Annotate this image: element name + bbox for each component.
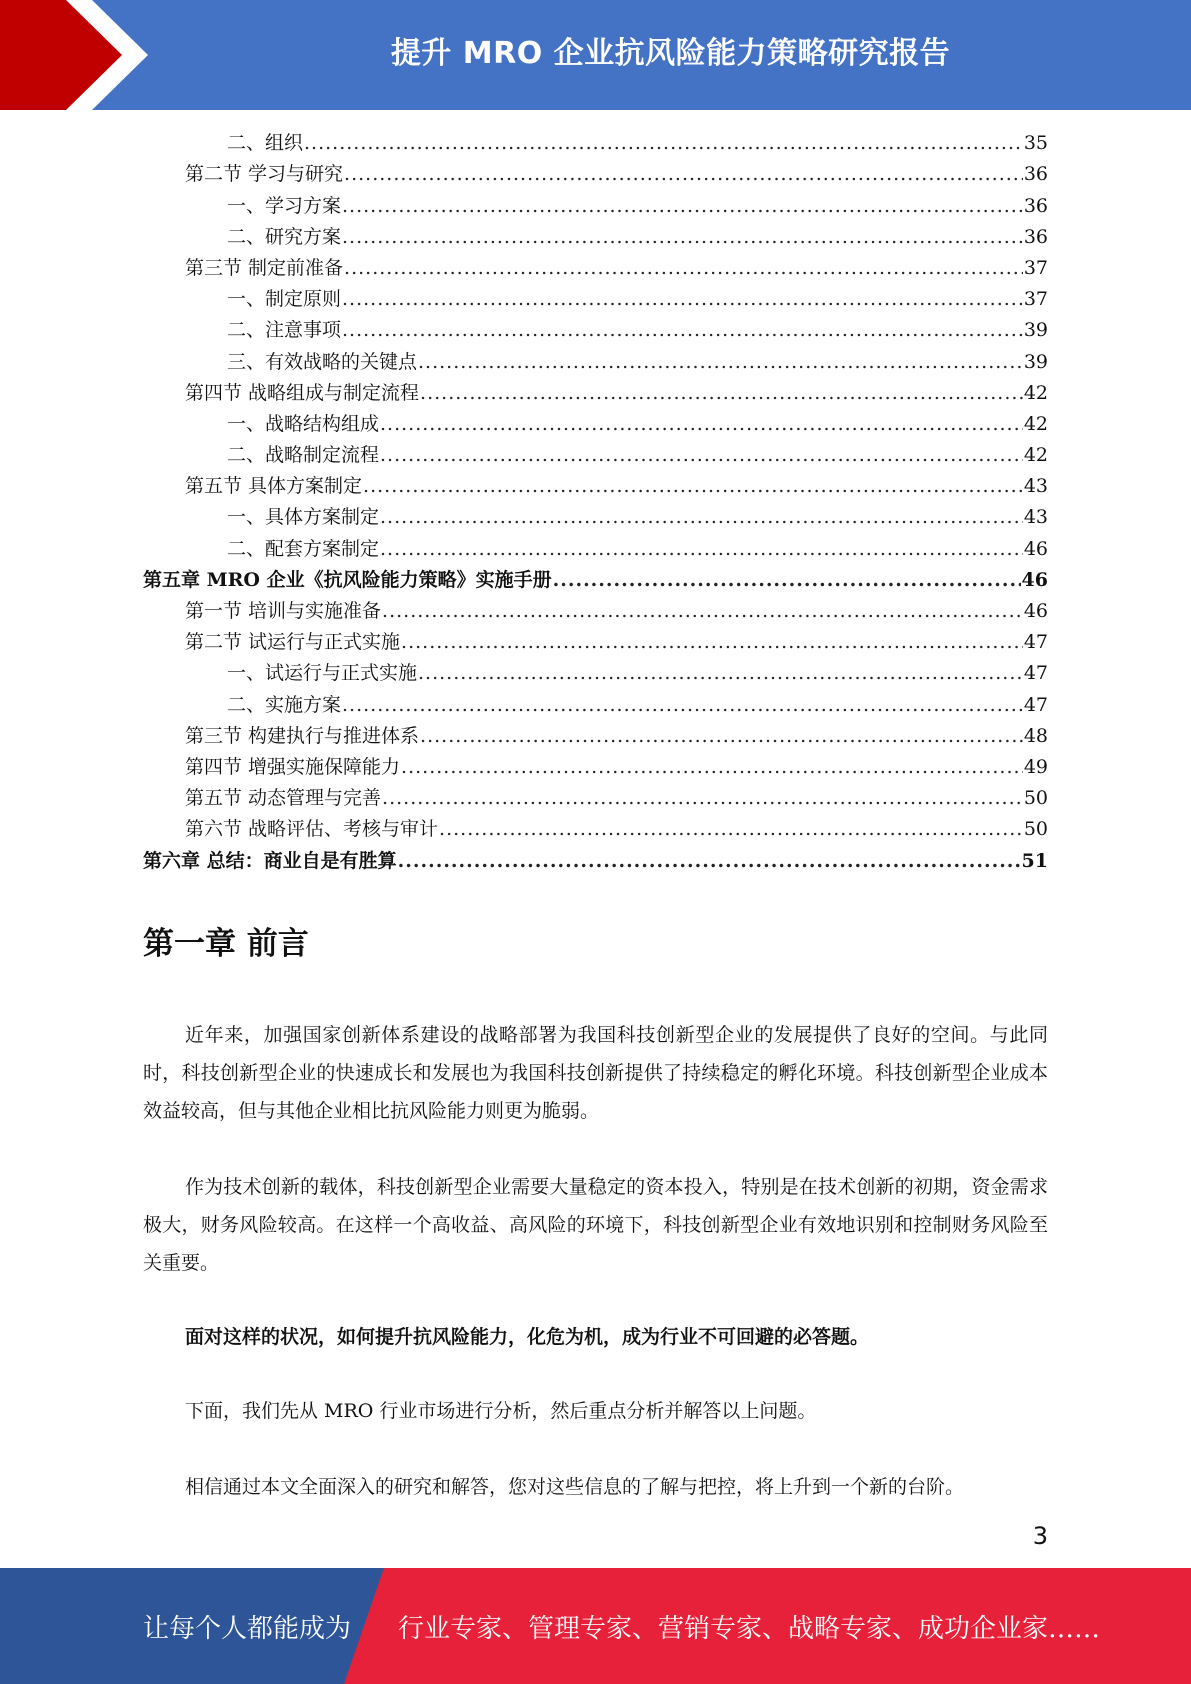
- toc-entry-page: 39: [1023, 319, 1048, 342]
- toc-entry-page: 47: [1023, 631, 1048, 654]
- toc-section-entry[interactable]: [143, 752, 1048, 783]
- toc-entry-label: 一、具体方案制定: [227, 506, 380, 529]
- page-number: 3: [1032, 1522, 1048, 1550]
- intro-paragraph-highlight: 面对这样的状况，如何提升抗风险能力，化危为机，成为行业不可回避的必答题。: [185, 1326, 870, 1348]
- toc-entry-label: 一、制定原则: [227, 288, 342, 311]
- intro-paragraph-1: 近年来，加强国家创新体系建设的战略部署为我国科技创新型企业的发展提供了良好的空间。与此同时，科技创新型企业的快速成长和发展也为我国科技创新提供了持续稳定的孵化环境。科技创新型企业成本效益较高，但与其他企业相比抗风险能力则更为脆弱。: [143, 1024, 1048, 1122]
- toc-subsection-entry[interactable]: [143, 190, 1048, 221]
- toc-entry-label: 二、战略制定流程: [227, 444, 380, 467]
- toc-entry-page: 48: [1023, 724, 1048, 747]
- toc-entry-page: 46: [1021, 568, 1048, 591]
- toc-dot-leader: [342, 191, 1023, 222]
- toc-dot-leader: [363, 471, 1023, 502]
- toc-section-entry[interactable]: [143, 471, 1048, 502]
- toc-section-entry[interactable]: [143, 596, 1048, 627]
- toc-dot-leader: [418, 658, 1023, 689]
- footer-slogan-left: 让每个人都能成为: [143, 1614, 352, 1644]
- toc-dot-leader: [342, 315, 1023, 346]
- toc-section-entry[interactable]: [143, 378, 1048, 409]
- toc-entry-page: 50: [1023, 787, 1048, 810]
- toc-entry-page: 43: [1023, 506, 1048, 529]
- toc-subsection-entry[interactable]: [143, 284, 1048, 315]
- toc-entry-label: 一、学习方案: [227, 194, 342, 217]
- toc-section-entry[interactable]: [143, 721, 1048, 752]
- toc-dot-leader: [382, 596, 1023, 627]
- toc-entry-page: 37: [1023, 288, 1048, 311]
- toc-entry-page: 37: [1023, 256, 1048, 279]
- toc-subsection-entry[interactable]: [143, 409, 1048, 440]
- footer-slogan-right: 行业专家、管理专家、营销专家、战略专家、成功企业家……: [398, 1614, 1101, 1644]
- toc-entry-label: 三、有效战略的关键点: [227, 350, 418, 373]
- toc-dot-leader: [380, 440, 1023, 471]
- toc-entry-page: 42: [1023, 412, 1048, 435]
- toc-entry-page: 46: [1023, 537, 1048, 560]
- toc-entry-label: 第五节 具体方案制定: [185, 475, 363, 498]
- toc-entry-page: 35: [1023, 132, 1048, 155]
- toc-subsection-entry[interactable]: [143, 502, 1048, 533]
- toc-entry-label: 第一节 培训与实施准备: [185, 600, 382, 622]
- toc-dot-leader: [380, 534, 1023, 565]
- toc-entry-label: 第五章 MRO 企业《抗风险能力策略》实施手册: [143, 568, 552, 591]
- toc-dot-leader: [398, 846, 1021, 877]
- toc-entry-label: 二、实施方案: [227, 693, 342, 716]
- toc-dot-leader: [344, 253, 1023, 284]
- toc-dot-leader: [401, 752, 1023, 783]
- page-header: [0, 0, 1191, 110]
- toc-section-entry[interactable]: [143, 159, 1048, 190]
- toc-entry-page: 42: [1023, 381, 1048, 404]
- toc-entry-label: 第四节 增强实施保障能力: [185, 755, 401, 778]
- toc-entry-page: 50: [1023, 818, 1048, 841]
- toc-entry-page: 47: [1023, 662, 1048, 685]
- toc-entry-label: 第三节 构建执行与推进体系: [185, 724, 420, 747]
- toc-entry-label: 一、试运行与正式实施: [227, 662, 418, 685]
- toc-dot-leader: [418, 347, 1023, 378]
- toc-subsection-entry[interactable]: [143, 689, 1048, 720]
- toc-entry-page: 49: [1023, 755, 1048, 778]
- intro-paragraph-2: 作为技术创新的载体，科技创新型企业需要大量稳定的资本投入，特别是在技术创新的初期，资金需求极大，财务风险较高。在这样一个高收益、高风险的环境下，科技创新型企业有效地识别和控制财务风险至关重要。: [143, 1176, 1048, 1274]
- intro-paragraph-4: 相信通过本文全面深入的研究和解答，您对这些信息的了解与把控，将上升到一个新的台阶。: [185, 1476, 965, 1498]
- toc-entry-label: 第四节 战略组成与制定流程: [185, 381, 420, 404]
- intro-paragraph-3: 下面，我们先从 MRO 行业市场进行分析，然后重点分析并解答以上问题。: [185, 1400, 817, 1422]
- toc-entry-label: 二、组织: [227, 132, 304, 155]
- toc-subsection-entry[interactable]: [143, 128, 1048, 159]
- toc-entry-page: 36: [1023, 194, 1048, 217]
- toc-subsection-entry[interactable]: [143, 658, 1048, 689]
- toc-entry-label: 第五节 动态管理与完善: [185, 787, 382, 810]
- toc-chapter-entry[interactable]: [143, 845, 1048, 876]
- toc-subsection-entry[interactable]: [143, 222, 1048, 253]
- toc-dot-leader: [382, 783, 1023, 814]
- toc-chapter-entry[interactable]: [143, 565, 1048, 596]
- toc-dot-leader: [401, 627, 1023, 658]
- table-of-contents: [143, 128, 1048, 877]
- chapter-heading: 第一章 前言: [143, 926, 309, 962]
- toc-subsection-entry[interactable]: [143, 346, 1048, 377]
- toc-entry-label: 二、配套方案制定: [227, 537, 380, 560]
- toc-entry-page: 39: [1023, 350, 1048, 373]
- toc-entry-page: 42: [1023, 444, 1048, 467]
- header-title: 提升 MRO 企业抗风险能力策略研究报告: [390, 36, 951, 71]
- toc-entry-label: 第六节 战略评估、考核与审计: [185, 818, 439, 841]
- toc-entry-page: 36: [1023, 225, 1048, 248]
- toc-subsection-entry[interactable]: [143, 315, 1048, 346]
- toc-dot-leader: [342, 222, 1023, 253]
- toc-dot-leader: [342, 284, 1023, 315]
- toc-entry-label: 第二节 试运行与正式实施: [185, 631, 401, 654]
- toc-section-entry[interactable]: [143, 814, 1048, 845]
- toc-section-entry[interactable]: [143, 627, 1048, 658]
- toc-entry-page: 47: [1023, 693, 1048, 716]
- toc-dot-leader: [380, 502, 1023, 533]
- toc-entry-label: 二、注意事项: [227, 319, 342, 342]
- toc-entry-page: 46: [1023, 600, 1048, 622]
- toc-dot-leader: [420, 721, 1023, 752]
- toc-dot-leader: [553, 565, 1021, 596]
- toc-dot-leader: [342, 690, 1023, 721]
- toc-entry-page: 51: [1021, 849, 1048, 872]
- toc-entry-page: 36: [1023, 163, 1048, 186]
- toc-dot-leader: [380, 409, 1023, 440]
- toc-section-entry[interactable]: [143, 783, 1048, 814]
- toc-entry-label: 一、战略结构组成: [227, 412, 380, 435]
- toc-dot-leader: [420, 378, 1023, 409]
- toc-entry-label: 二、研究方案: [227, 225, 342, 248]
- toc-dot-leader: [344, 159, 1023, 190]
- toc-subsection-entry[interactable]: [143, 533, 1048, 564]
- toc-entry-label: 第三节 制定前准备: [185, 256, 344, 279]
- toc-subsection-entry[interactable]: [143, 440, 1048, 471]
- toc-dot-leader: [439, 814, 1023, 845]
- toc-entry-label: 第六章 总结：商业自是有胜算: [143, 849, 397, 872]
- toc-section-entry[interactable]: [143, 253, 1048, 284]
- toc-dot-leader: [304, 128, 1023, 159]
- toc-entry-page: 43: [1023, 475, 1048, 498]
- toc-entry-label: 第二节 学习与研究: [185, 163, 344, 186]
- page-footer: [0, 1568, 1191, 1684]
